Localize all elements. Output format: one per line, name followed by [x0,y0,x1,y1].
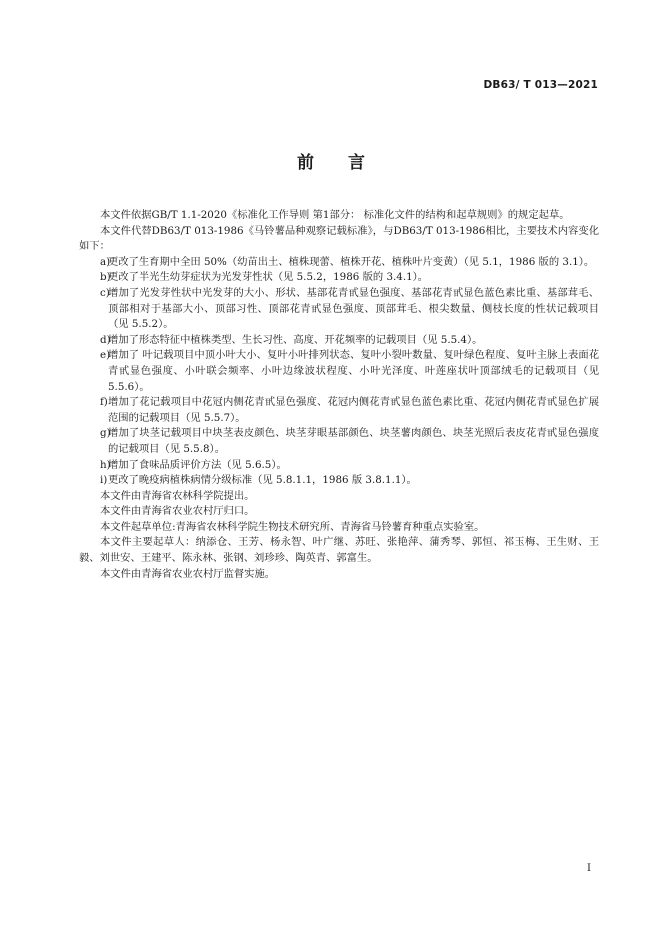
list-item-text: 增加了食味品质评价方法（见 5.6.5）。 [108,458,287,471]
list-marker: c) [100,286,110,299]
list-item-text: 增加了 叶记载项目中顶小叶大小、复叶小叶排列状态、复叶小裂叶数量、复叶绿色程度、复叶主脉上表面花青甙显色强度、小叶联会频率、小叶边缘波状程度、小叶光泽度、叶莲座状叶顶部绒毛的记载项目（见 5.5.6）。 [108,349,599,393]
list-item-text: 增加了块茎记载项目中块茎表皮颜色、块茎芽眼基部颜色、块茎薯肉颜色、块茎光照后表皮花青甙显色强度的记载项目（见 5.5.8）。 [108,427,599,455]
paragraph-proposer: 本文件由青海省农林科学院提出。 [100,489,255,502]
list-marker: h) [100,458,111,471]
list-marker: a) [100,255,111,268]
list-item-change [79,348,599,395]
paragraph-drafting-basis: 本文件依据GB/T 1.1-2020《标准化工作导则 第1部分： 标准化文件的结构和起草规则》的规定起草。 [100,209,570,221]
list-item-change [79,395,599,426]
list-item-change [79,426,599,457]
foreword-body [79,208,599,582]
list-item-text: 增加了光发芽性状中光发芽的大小、形状、基部花青甙显色强度、基部花青甙显色蓝色素比重、基部茸毛、顶部相对于基部大小、顶部习性、顶部花青甙显色强度、顶部茸毛、根尖数量、侧枝长度的性状记载项目（见 5.5.2）。 [108,286,599,331]
list-marker: b) [100,271,111,284]
list-item-change [79,255,599,271]
page-title [0,148,662,173]
list-item-change [79,473,599,489]
list-item-change [79,333,599,349]
paragraph-supervisor: 本文件由青海省农业农村厅监督实施。 [100,567,276,580]
list-marker: e) [100,349,111,362]
paragraph-drafting-units: 本文件起草单位:青海省农林科学院生物技术研究所、青海省马铃薯育种重点实验室。 [100,520,485,533]
list-marker: i) [100,474,108,487]
list-item-text: 增加了花记载项目中花冠内侧花青甙显色强度、花冠内侧花青甙显色蓝色素比重、花冠内侧花青甙显色扩展范围的记载项目（见 5.5.7）。 [108,396,599,424]
document-code: DB63/ T 013—2021 [483,79,598,91]
list-item-change [79,458,599,474]
list-item-text: 更改了半光生幼芽症状为光发芽性状（见 5.5.2，1986 版的 3.4.1）。 [108,271,429,284]
paragraph-administrator: 本文件由青海省农业农村厅归口。 [100,505,255,518]
list-item-text: 更改了生育期中全田 50%（幼苗出土、植株现蕾、植株开花、植株叶片变黄）（见 5.1，1986 版的 3.1）。 [108,255,595,268]
page-number: I [587,863,591,874]
list-marker: d) [100,333,111,346]
title-char-2: 言 [348,153,365,173]
list-item-text: 更改了晚疫病植株病情分级标准（见 5.8.1.1，1986 版 3.8.1.1）。 [108,474,417,487]
list-item-change [79,270,599,286]
paragraph-drafters: 本文件主要起草人：纳添仓、王芳、杨永智、叶广继、苏旺、张艳萍、蒲秀琴、郭恒、祁玉梅、王生财、王毅、刘世安、王建平、陈永林、张钢、刘珍珍、陶英青、郭富生。 [79,536,599,565]
list-item-change [79,286,599,333]
title-char-1: 前 [297,153,314,173]
list-item-text: 增加了形态特征中植株类型、生长习性、高度、开花频率的记载项目（见 5.5.4）。 [108,333,483,346]
list-marker: f) [100,396,108,409]
paragraph-replacement: 本文件代替DB63/T 013-1986《马铃薯品种观察记载标准》，与DB63/T 013-1986相比，主要技术内容变化如下： [79,224,599,253]
list-marker: g) [100,427,111,440]
